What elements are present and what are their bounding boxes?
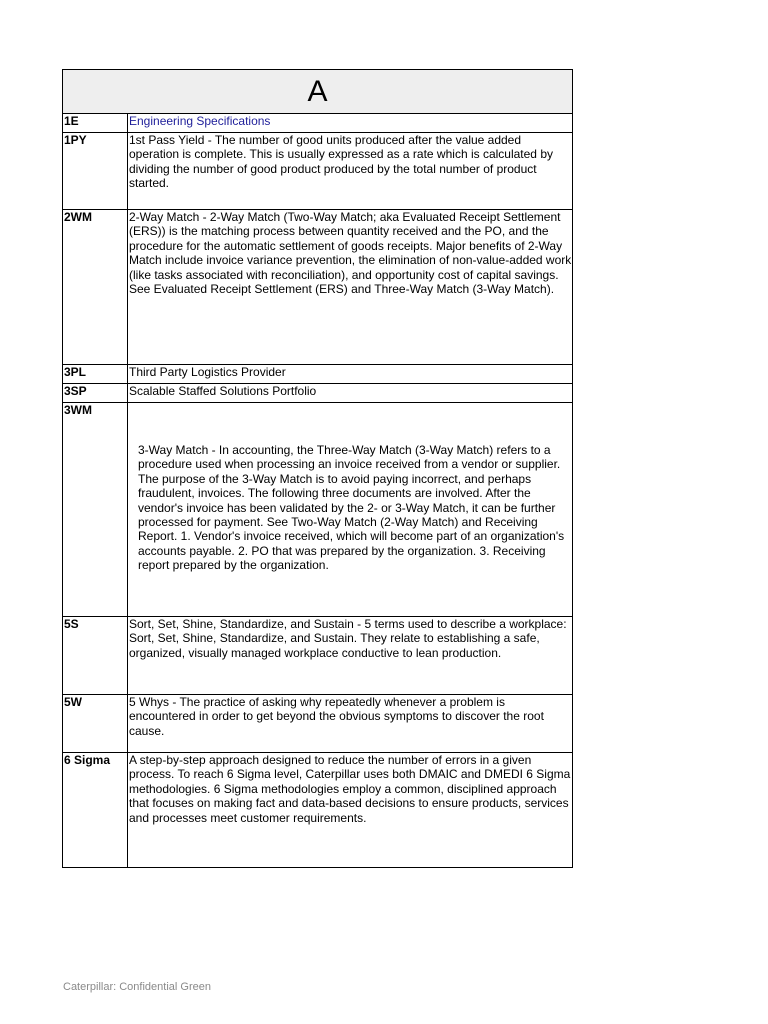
table-row <box>63 210 573 365</box>
definition-cell[interactable]: Engineering Specifications <box>128 114 573 133</box>
confidentiality-footer: Caterpillar: Confidential Green <box>63 981 211 993</box>
definition-cell[interactable]: 3-Way Match - In accounting, the Three-Way Match (3-Way Match) refers to a procedure used when processing an invoice received from a vendor or supplier. The purpose of the 3-Way Match is to avoid paying incorrect, and perhaps fraudulent, invoices. The following three documents are involved. After the vendor's invoice has been validated by the 2- or 3-Way Match, it can be further processed for payment. See Two-Way Match (2-Way Match) and Receiving Report. 1. Vendor's invoice received, which will become part of an organization's accounts payable. 2. PO that was prepared by the organization. 3. Receiving report prepared by the organization. <box>128 403 573 617</box>
table-row <box>63 753 573 868</box>
table-row <box>63 617 573 695</box>
table-row <box>63 695 573 753</box>
glossary-table <box>62 69 573 868</box>
table-row <box>63 403 573 617</box>
term-cell[interactable]: 2WM <box>63 210 128 365</box>
term-cell[interactable]: 3SP <box>63 384 128 403</box>
definition-cell[interactable]: 1st Pass Yield - The number of good units produced after the value added operation is complete. This is usually expressed as a rate which is calculated by dividing the number of good product produced by the total number of product started. <box>128 133 573 210</box>
definition-cell[interactable]: 5 Whys - The practice of asking why repeatedly whenever a problem is encountered in order to get beyond the obvious symptoms to discover the root cause. <box>128 695 573 753</box>
term-cell[interactable]: 3PL <box>63 365 128 384</box>
term-cell[interactable]: 1E <box>63 114 128 133</box>
definition-cell[interactable]: Scalable Staffed Solutions Portfolio <box>128 384 573 403</box>
term-cell[interactable]: 1PY <box>63 133 128 210</box>
table-row <box>63 133 573 210</box>
definition-cell[interactable]: A step-by-step approach designed to reduce the number of errors in a given process. To reach 6 Sigma level, Caterpillar uses both DMAIC and DMEDI 6 Sigma methodologies. 6 Sigma methodologies employ a common, disciplined approach that focuses on making fact and data-based decisions to ensure products, services and processes meet customer requirements. <box>128 753 573 868</box>
term-cell[interactable]: 3WM <box>63 403 128 617</box>
table-row <box>63 365 573 384</box>
definition-cell[interactable]: 2-Way Match - 2-Way Match (Two-Way Match; aka Evaluated Receipt Settlement (ERS)) is the matching process between quantity received and the PO, and the procedure for the automatic settlement of goods receipts. Major benefits of 2-Way Match include invoice variance prevention, the elimination of non-value-added work (like tasks associated with reconciliation), and opportunity cost of capital savings. See Evaluated Receipt Settlement (ERS) and Three-Way Match (3-Way Match). <box>128 210 573 365</box>
definition-cell[interactable]: Third Party Logistics Provider <box>128 365 573 384</box>
table-row <box>63 384 573 403</box>
table-row <box>63 114 573 133</box>
column-header-a[interactable]: A <box>63 70 573 114</box>
term-cell[interactable]: 6 Sigma <box>63 753 128 868</box>
column-header-row <box>63 70 573 114</box>
definition-cell[interactable]: Sort, Set, Shine, Standardize, and Sustain - 5 terms used to describe a workplace: Sort, Set, Shine, Standardize, and Sustain. They relate to establishing a safe, organized, visually managed workplace conductive to lean production. <box>128 617 573 695</box>
term-cell[interactable]: 5W <box>63 695 128 753</box>
term-cell[interactable]: 5S <box>63 617 128 695</box>
